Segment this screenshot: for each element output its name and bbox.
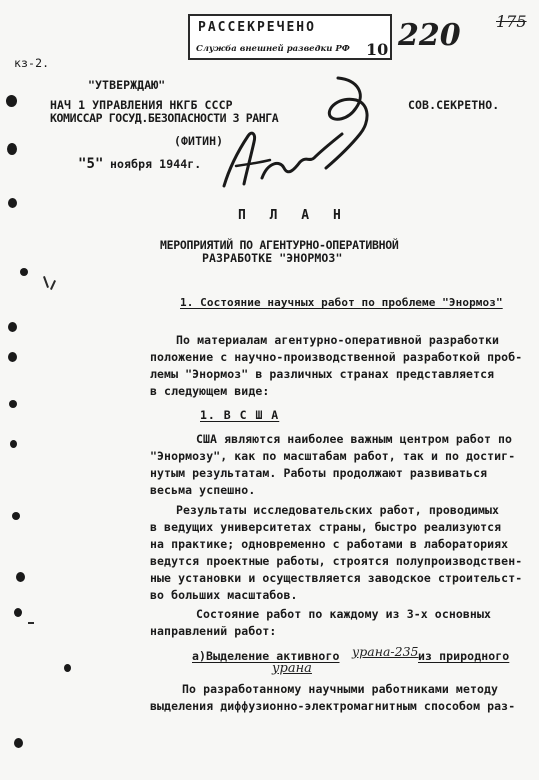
results-line-4: ведутся проектные работы, строятся полупроизводствен- bbox=[150, 554, 523, 568]
stamp-subtitle: Служба внешней разведки РФ bbox=[196, 44, 350, 54]
approval-line-1: НАЧ 1 УПРАВЛЕНИЯ НКГБ СССР bbox=[50, 98, 233, 112]
item-a-prefix: а)Выделение активного bbox=[192, 649, 340, 663]
usa-line-1: США являются наиболее важным центром работ по bbox=[196, 432, 513, 446]
punch-hole bbox=[8, 322, 17, 332]
punch-hole bbox=[8, 352, 17, 362]
section-1-title: 1. Состояние научных работ по проблеме "Энормоз" bbox=[180, 296, 503, 309]
approval-name: (ФИТИН) bbox=[174, 134, 224, 148]
classification: СОВ.СЕКРЕТНО. bbox=[408, 98, 500, 112]
approval-title: "УТВЕРЖДАЮ" bbox=[88, 78, 166, 92]
index-mark: кз-2. bbox=[14, 56, 50, 70]
approval-date-rest: ноября 1944г. bbox=[110, 157, 202, 171]
margin-mark bbox=[43, 276, 49, 288]
state-line-1: Состояние работ по каждому из 3-х основных bbox=[196, 607, 491, 621]
punch-hole bbox=[16, 572, 25, 582]
punch-hole bbox=[64, 664, 71, 672]
item-a-suffix: из природного bbox=[418, 649, 510, 663]
state-line-2: направлений работ: bbox=[150, 624, 277, 638]
signature bbox=[210, 70, 380, 200]
method-line-2: выделения диффузионно-электромагнитным способом раз- bbox=[150, 699, 516, 713]
plan-subheading-1: МЕРОПРИЯТИЙ ПО АГЕНТУРНО-ОПЕРАТИВНОЙ bbox=[160, 238, 399, 252]
approval-line-2: КОМИССАР ГОСУД.БЕЗОПАСНОСТИ 3 РАНГА bbox=[50, 111, 279, 125]
margin-mark bbox=[50, 280, 56, 290]
punch-hole bbox=[10, 440, 17, 448]
results-line-5: ные установки и осуществляется заводское строительст- bbox=[150, 571, 523, 585]
punch-hole bbox=[7, 143, 17, 155]
handwritten-uranium: урана bbox=[272, 661, 312, 676]
approval-date-day: "5" bbox=[78, 156, 104, 172]
margin-mark bbox=[28, 622, 34, 624]
handwritten-uranium-235: урана-235 bbox=[352, 644, 419, 659]
punch-hole bbox=[9, 400, 17, 408]
usa-line-3: нутым результатам. Работы продолжают развиваться bbox=[150, 466, 488, 480]
results-line-1: Результаты исследовательских работ, проводимых bbox=[176, 503, 500, 517]
stamp-title: РАССЕКРЕЧЕНО bbox=[198, 20, 316, 35]
results-line-3: на практике; одновременно с работами в лабораториях bbox=[150, 537, 509, 551]
intro-line-3: лемы "Энормоз" в различных странах представляется bbox=[150, 367, 495, 381]
results-line-6: во больших масштабов. bbox=[150, 588, 298, 602]
punch-hole bbox=[14, 608, 22, 617]
punch-hole bbox=[20, 268, 28, 276]
intro-line-2: положение с научно-производственной разработкой проб- bbox=[150, 350, 523, 364]
punch-hole bbox=[8, 198, 17, 208]
plan-heading: П Л А Н bbox=[238, 208, 349, 223]
handwritten-page-number: 220 bbox=[398, 18, 461, 53]
stamp-number: 10 bbox=[366, 40, 389, 59]
method-line-1: По разработанному научными работниками методу bbox=[182, 682, 499, 696]
intro-line-1: По материалам агентурно-оперативной разработки bbox=[176, 333, 500, 347]
intro-line-4: в следующем виде: bbox=[150, 384, 270, 398]
plan-subheading-2: РАЗРАБОТКЕ "ЭНОРМОЗ" bbox=[202, 251, 343, 265]
declassified-stamp bbox=[188, 14, 392, 60]
usa-line-4: весьма успешно. bbox=[150, 483, 256, 497]
punch-hole bbox=[6, 95, 17, 107]
punch-hole bbox=[14, 738, 23, 748]
results-line-2: в ведущих университетах страны, быстро реализуются bbox=[150, 520, 502, 534]
punch-hole bbox=[12, 512, 20, 520]
subsection-usa-title: 1. В С Ш А bbox=[200, 408, 280, 422]
usa-line-2: "Энормозу", как по масштабам работ, так и по достиг- bbox=[150, 449, 516, 463]
handwritten-corner-number: 175 bbox=[496, 12, 527, 31]
